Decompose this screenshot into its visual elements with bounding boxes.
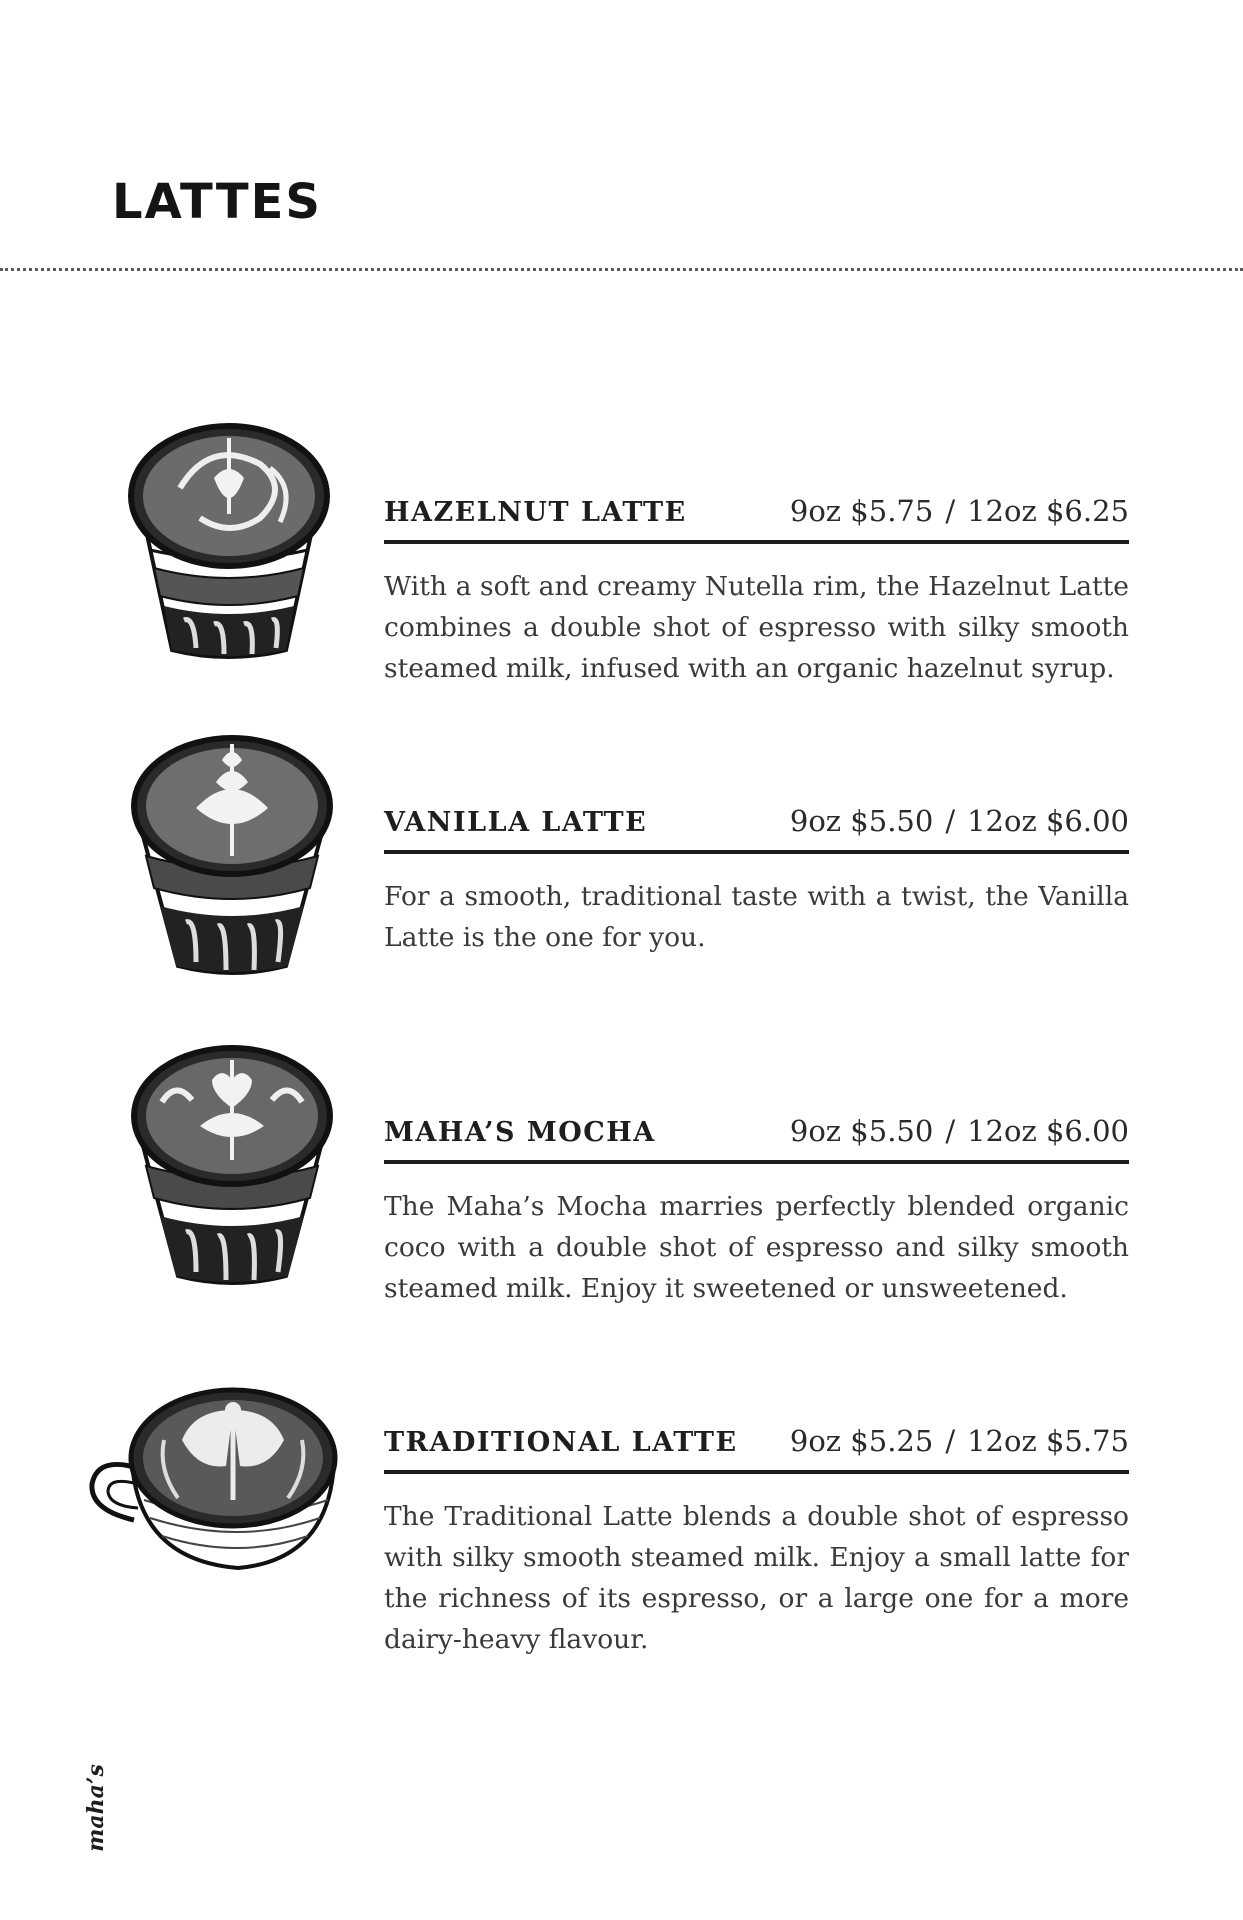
- item-header: [384, 804, 1129, 854]
- item-price: [790, 1424, 1129, 1458]
- menu-item-mahas-mocha: [384, 1114, 1129, 1309]
- latte-glass-tulip-icon: [126, 730, 338, 980]
- menu-item-traditional-latte: [384, 1424, 1129, 1660]
- item-price: [790, 1114, 1129, 1148]
- mocha-glass-heart-icon: [126, 1040, 338, 1290]
- price-large: 12oz $5.75: [967, 1424, 1129, 1458]
- price-small: 9oz $5.50: [789, 804, 934, 838]
- item-name: HAZELNUT LATTE: [384, 497, 687, 528]
- item-price: [790, 804, 1129, 838]
- price-small: 9oz $5.75: [789, 494, 934, 528]
- price-separator: /: [945, 1114, 956, 1148]
- section-title: LATTES: [112, 174, 322, 230]
- price-separator: /: [945, 804, 956, 838]
- price-small: 9oz $5.25: [789, 1424, 934, 1458]
- item-name: TRADITIONAL LATTE: [384, 1427, 738, 1458]
- price-large: 12oz $6.00: [967, 804, 1129, 838]
- item-header: [384, 1114, 1129, 1164]
- item-header: [384, 1424, 1129, 1474]
- price-separator: /: [945, 494, 956, 528]
- item-description: The Traditional Latte blends a double shot of espresso with silky smooth steamed milk. Enjoy a small latte for the richness of its espresso, or a large one for a more dairy-heavy flavour.: [384, 1501, 1129, 1655]
- brand-mark: maha’s: [83, 1764, 109, 1852]
- latte-glass-rosetta-icon: [120, 418, 338, 668]
- item-price: [790, 494, 1129, 528]
- item-description: With a soft and creamy Nutella rim, the Hazelnut Latte combines a double shot of espresso with silky smooth steamed milk, infused with an organic hazelnut syrup.: [384, 571, 1129, 684]
- latte-cup-swan-icon: [88, 1380, 338, 1576]
- menu-item-hazelnut-latte: [384, 494, 1129, 689]
- item-description: For a smooth, traditional taste with a twist, the Vanilla Latte is the one for you.: [384, 881, 1129, 953]
- price-small: 9oz $5.50: [789, 1114, 934, 1148]
- item-name: MAHA’S MOCHA: [384, 1117, 656, 1148]
- price-large: 12oz $6.00: [967, 1114, 1129, 1148]
- item-header: [384, 494, 1129, 544]
- menu-item-vanilla-latte: [384, 804, 1129, 958]
- price-large: 12oz $6.25: [967, 494, 1129, 528]
- item-description: The Maha’s Mocha marries perfectly blended organic coco with a double shot of espresso and silky smooth steamed milk. Enjoy it sweetened or unsweetened.: [384, 1191, 1129, 1304]
- item-name: VANILLA LATTE: [384, 807, 648, 838]
- price-separator: /: [945, 1424, 956, 1458]
- dotted-divider: [0, 268, 1243, 271]
